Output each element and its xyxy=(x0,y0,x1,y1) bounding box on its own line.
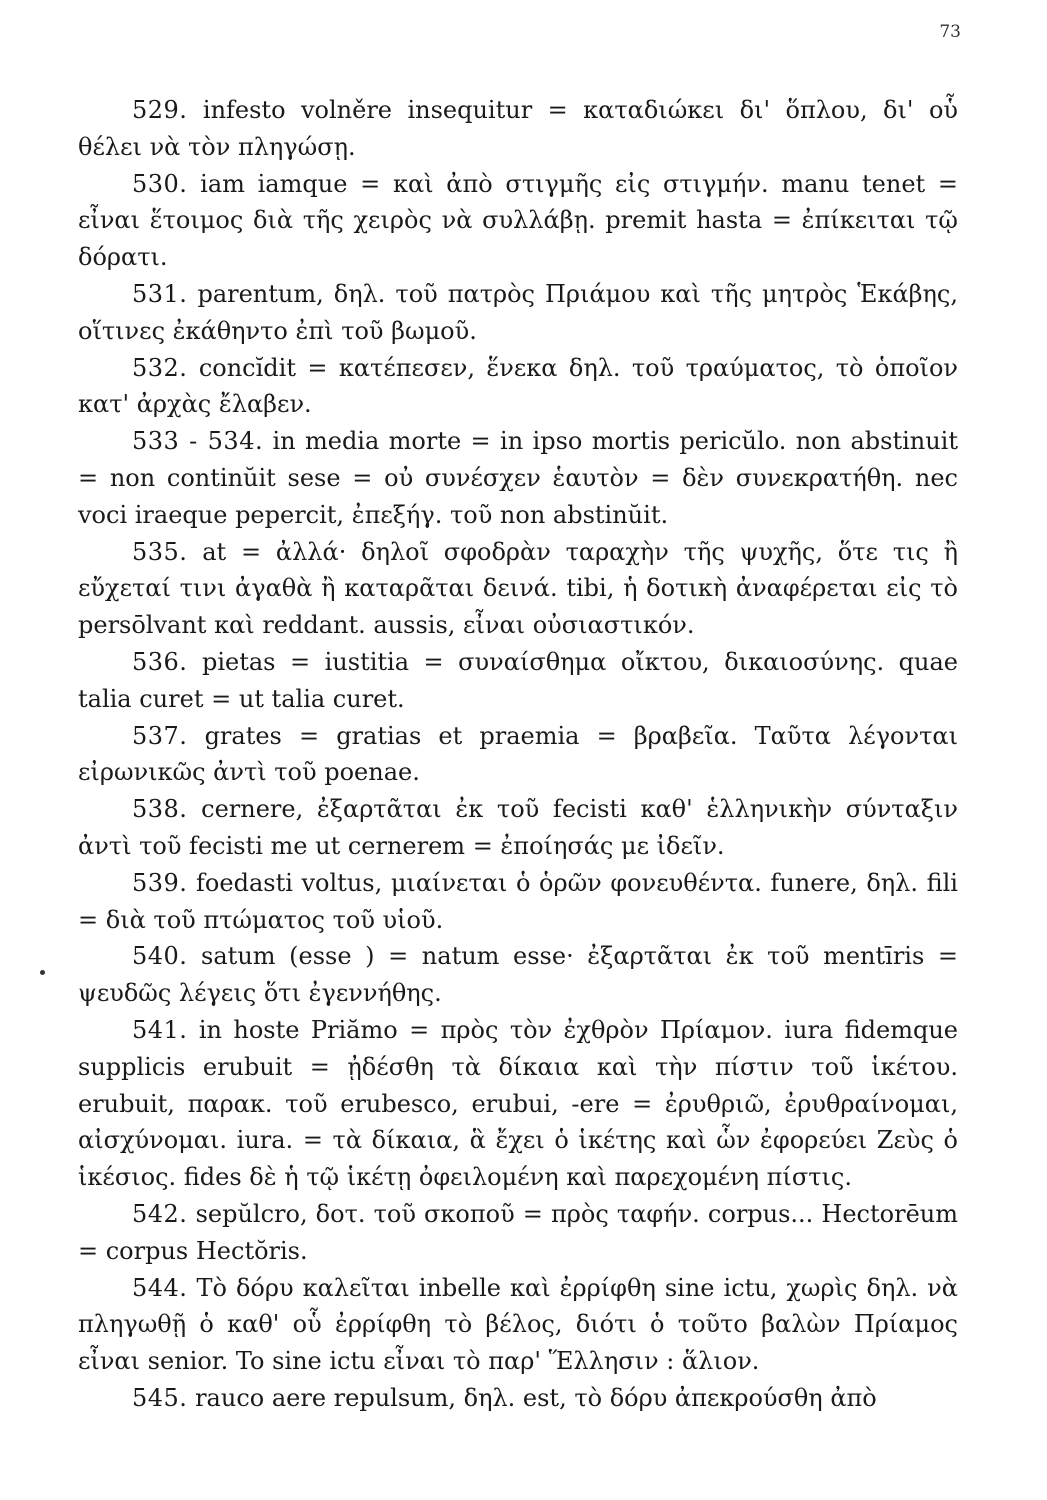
entry-text: cernere, ἐξαρτᾶται ἐκ τοῦ fecisti καθ' ἑλληνικὴν σύνταξιν ἀντὶ τοῦ fecisti me ut cernerem = ἐποίησάς με ἰδεῖν. xyxy=(78,795,958,860)
entry-text: in media morte = in ipso mortis pericŭlo. non abstinuit = non continŭit sese = οὐ συνέσχεν ἑαυτὸν = δὲν συνεκρατήθη. nec voci iraeque pepercit, ἐπεξήγ. τοῦ non abstinŭit. xyxy=(78,427,958,529)
entry-number: 540. xyxy=(132,942,188,971)
entry-number: 531. xyxy=(132,279,188,308)
entry-531 xyxy=(78,276,958,350)
entry-number: 542. xyxy=(132,1199,188,1228)
entry-number: 533 - 534. xyxy=(132,427,264,456)
entry-text: infesto volněre insequitur = καταδιώκει δι' ὅπλου, δι' οὗ θέλει νὰ τὸν πληγώσῃ. xyxy=(78,96,958,161)
entry-536 xyxy=(78,644,958,718)
margin-mark xyxy=(40,970,45,975)
entry-number: 536. xyxy=(132,647,188,676)
entry-539 xyxy=(78,865,958,939)
entry-text: concĭdit = κατέπεσεν, ἕνεκα δηλ. τοῦ τραύματος, τὸ ὁποῖον κατ' ἀρχὰς ἔλαβεν. xyxy=(78,353,958,419)
entry-532 xyxy=(78,350,958,424)
entry-544 xyxy=(78,1270,958,1380)
entry-number: 539. xyxy=(132,868,188,897)
entry-number: 530. xyxy=(132,169,188,198)
entry-535 xyxy=(78,534,958,644)
entry-text: Τὸ δόρυ καλεῖται inbelle καὶ ἐρρίφθη sine ictu, χωρὶς δηλ. νὰ πληγωθῇ ὁ καθ' οὗ ἐρρίφθη τὸ βέλος, διότι ὁ τοῦτο βαλὼν Πρίαμος εἶναι senior. To sine ictu εἶναι τὸ παρ' Ἕλλησιν : ἅλιον. xyxy=(78,1273,958,1376)
entry-538 xyxy=(78,791,958,865)
entry-number: 541. xyxy=(132,1015,188,1044)
entry-number: 545. xyxy=(132,1383,188,1412)
entry-text: sepŭlcro, δοτ. τοῦ σκοποῦ = πρὸς ταφήν. corpus... Hectorēum = corpus Hectŏris. xyxy=(78,1199,958,1265)
entry-text: pietas = iustitia = συναίσθημα οἴκτου, δικαιοσύνης. quae talia curet = ut talia curet. xyxy=(78,647,958,713)
entry-number: 529. xyxy=(132,96,188,124)
entry-542 xyxy=(78,1196,958,1270)
entry-530 xyxy=(78,166,958,276)
entry-text: satum (esse ) = natum esse· ἐξαρτᾶται ἐκ τοῦ mentīris = ψευδῶς λέγεις ὅτι ἐγεννήθης. xyxy=(78,942,958,1008)
entry-533-534 xyxy=(78,423,958,533)
entry-text: grates = gratias et praemia = βραβεῖα. Ταῦτα λέγονται εἰρωνικῶς ἀντὶ τοῦ poenae. xyxy=(78,721,958,787)
entry-541 xyxy=(78,1012,958,1196)
entry-number: 535. xyxy=(132,537,188,566)
entry-545 xyxy=(78,1380,958,1417)
entry-number: 544. xyxy=(132,1273,188,1302)
entry-text: parentum, δηλ. τοῦ πατρὸς Πριάμου καὶ τῆς μητρὸς Ἑκάβης, οἵτινες ἐκάθηντο ἐπὶ τοῦ βωμοῦ. xyxy=(78,279,958,345)
entry-text: rauco aere repulsum, δηλ. est, τὸ δόρυ ἀπεκρούσθη ἀπὸ xyxy=(195,1383,877,1412)
entry-540 xyxy=(78,938,958,1012)
entry-537 xyxy=(78,718,958,792)
entry-text: at = ἀλλά· δηλοῖ σφοδρὰν ταραχὴν τῆς ψυχῆς, ὅτε τις ἢ εὔχεταί τινι ἀγαθὰ ἢ καταρᾶται δεινά. tibi, ἡ δοτικὴ ἀναφέρεται εἰς τὸ persōlvant καὶ reddant. aussis, εἶναι οὐσιαστικόν. xyxy=(78,537,958,640)
entry-text: foedasti voltus, μιαίνεται ὁ ὁρῶν φονευθέντα. funere, δηλ. fili = διὰ τοῦ πτώματος τοῦ υἱοῦ. xyxy=(78,868,958,934)
entry-text: iam iamque = καὶ ἀπὸ στιγμῆς εἰς στιγμήν. manu tenet = εἶναι ἕτοιμος διὰ τῆς χειρὸς νὰ συλλάβῃ. premit hasta = ἐπίκειται τῷ δόρατι. xyxy=(78,169,959,272)
page-number: 73 xyxy=(939,22,961,42)
entry-number: 538. xyxy=(132,795,188,824)
entry-529 xyxy=(78,92,958,166)
entry-number: 537. xyxy=(132,721,188,750)
entry-text: in hoste Priămo = πρὸς τὸν ἐχθρὸν Πρίαμον. iura fidemque supplicis erubuit = ᾐδέσθη τὰ δίκαια καὶ τὴν πίστιν τοῦ ἱκέτου. erubuit, παρακ. τοῦ erubesco, erubui, -ere = ἐρυθριῶ, ἐρυθραίνομαι, αἰσχύνομαι. iura. = τὰ δίκαια, ἃ ἔχει ὁ ἱκέτης καὶ ὧν ἐφορεύει Ζεὺς ὁ ἱκέσιος. fides δὲ ἡ τῷ ἱκέτῃ ὀφειλομένη καὶ παρεχομένη πίστις. xyxy=(78,1015,958,1192)
entry-number: 532. xyxy=(132,353,188,382)
commentary-body xyxy=(78,92,958,1417)
